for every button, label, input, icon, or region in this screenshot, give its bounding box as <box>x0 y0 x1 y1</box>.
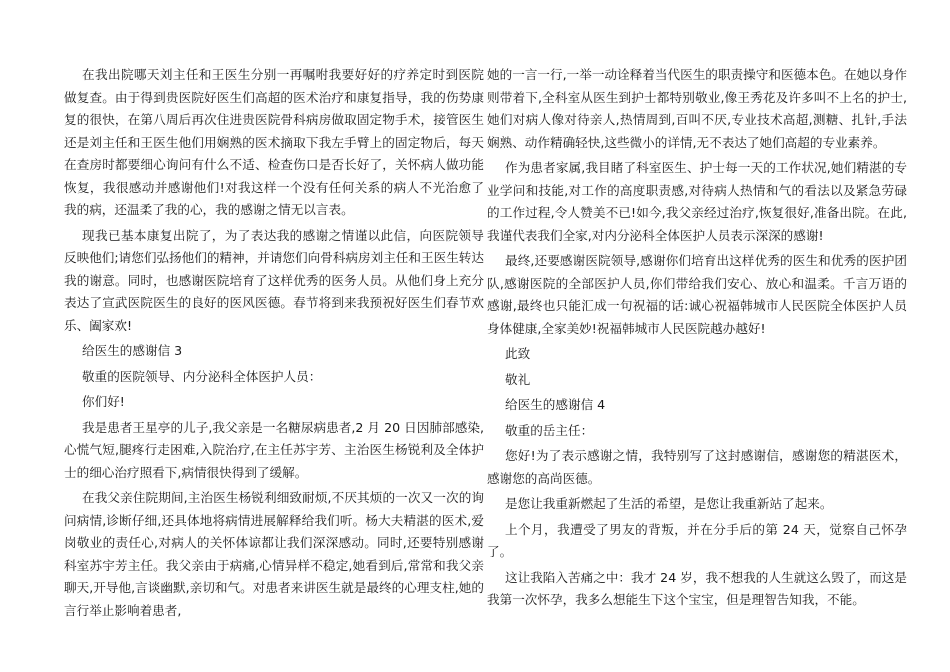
salutation: 敬重的医院领导、内分泌科全体医护人员： <box>82 368 322 384</box>
left-column <box>64 64 484 625</box>
paragraph: 是您让我重新燃起了生活的希望，是您让我重新站了起来。 <box>505 496 833 511</box>
paragraph: 在我父亲住院期间,主治医生杨锐利细致耐烦,不厌其烦的一次又一次的询问病情,诊断仔细,还具体地将病情进展解释给我们听。杨大夫精湛的医术,爱岗敬业的责任心,对病人的关怀体谅都让我们深深感动。同时,还要特别感谢科室苏宇芳主任。我父亲由于病痛,心情异样不稳定,她看到后,常常和我父亲聊天,开导他,言谈幽默,亲切和气。对患者来讲医生就是最终的心理支柱,她的言行举止影响着患者, <box>64 490 484 618</box>
paragraph: 最终,还要感谢医院领导,感谢你们培育出这样优秀的医生和优秀的医护团队,感谢医院的全部医护人员,你们带给我们安心、放心和温柔。千言万语的感谢,最终也只能汇成一句祝福的话:诚心祝福韩城市人民医院全体医护人员身体健康,全家美妙!祝福韩城市人民医院越办越好! <box>487 253 907 336</box>
paragraph: 上个月，我遭受了男友的背叛，并在分手后的第 24 天，觉察自己怀孕了。 <box>487 521 907 559</box>
paragraph: 现我已基本康复出院了，为了表达我的感谢之情谨以此信，向医院领导反映他们;请您们弘扬他们的精神，并请您们向骨科病房刘主任和王医生转达我的谢意。同时，也感谢医院培育了这样优秀的医务人员。从他们身上充分表达了宣武医院医生的良好的医风医德。春节将到来我预祝好医生们春节欢乐、阖家欢! <box>64 227 484 333</box>
closing-line: 此致 <box>505 346 531 361</box>
paragraph: 您好!为了表示感谢之情，我特别写了这封感谢信，感谢您的精湛医术，感谢您的高尚医德。 <box>487 448 907 486</box>
paragraph: 这让我陷入苦痛之中：我才 24 岁，我不想我的人生就这么毁了，而这是我第一次怀孕，我多么想能生下这个宝宝，但是理智告知我，不能。 <box>487 569 907 607</box>
right-column <box>487 64 907 615</box>
paragraph: 作为患者家属,我目睹了科室医生、护士每一天的工作状况,她们精湛的专业学问和技能,对工作的高度职责感,对待病人热情和气的看法以及紧急劳碌的工作过程,令人赞美不已!如今,我父亲经过治疗,恢复很好,准备出院。在此,我谨代表我们全家,对内分泌科全体医护人员表示深深的感谢! <box>487 160 907 243</box>
paragraph: 我是患者王星亭的儿子,我父亲是一名糖尿病患者,2 月 20 日因肺部感染,心慌气短,腿疼行走困难,入院治疗,在主任苏宇芳、主治医生杨锐利及全体护士的细心治疗照看下,病情很快得到了缓解。 <box>64 419 484 480</box>
letter-heading: 给医生的感谢信 4 <box>505 397 606 412</box>
closing-line: 敬礼 <box>505 371 531 387</box>
greeting: 你们好! <box>82 394 125 409</box>
letter-heading: 给医生的感谢信 3 <box>82 343 183 358</box>
paragraph: 在我出院哪天刘主任和王医生分别一再嘱咐我要好好的疗养定时到医院做复查。由于得到贵医院好医生们高超的医术治疗和康复指导，我的伤势康复的很快，在第八周后再次住进贵医院骨科病房做取固定物手术，接管医生还是刘主任和王医生他们用娴熟的医术摘取下我左手臂上的固定物后，每天在查房时都要细心询问有什么不适、检查伤口是否长好了，关怀病人做功能恢复，我很感动并感谢他们!对我这样一个没有任何关系的病人不光治愈了我的病，还温柔了我的心，我的感谢之情无以言表。 <box>64 67 484 217</box>
salutation: 敬重的岳主任： <box>505 422 594 438</box>
paragraph-continued: 她的一言一行,一举一动诠释着当代医生的职责操守和医德本色。在她以身作则带着下,全科室从医生到护士都特别敬业,像王秀花及许多叫不上名的护士,她们对病人像对待亲人,热情周到,百叫不厌,专业技术高超,测糖、扎针,手法娴熟、动作精确轻快,这些微小的详情,无不表达了她们高超的专业素养。 <box>487 67 907 150</box>
